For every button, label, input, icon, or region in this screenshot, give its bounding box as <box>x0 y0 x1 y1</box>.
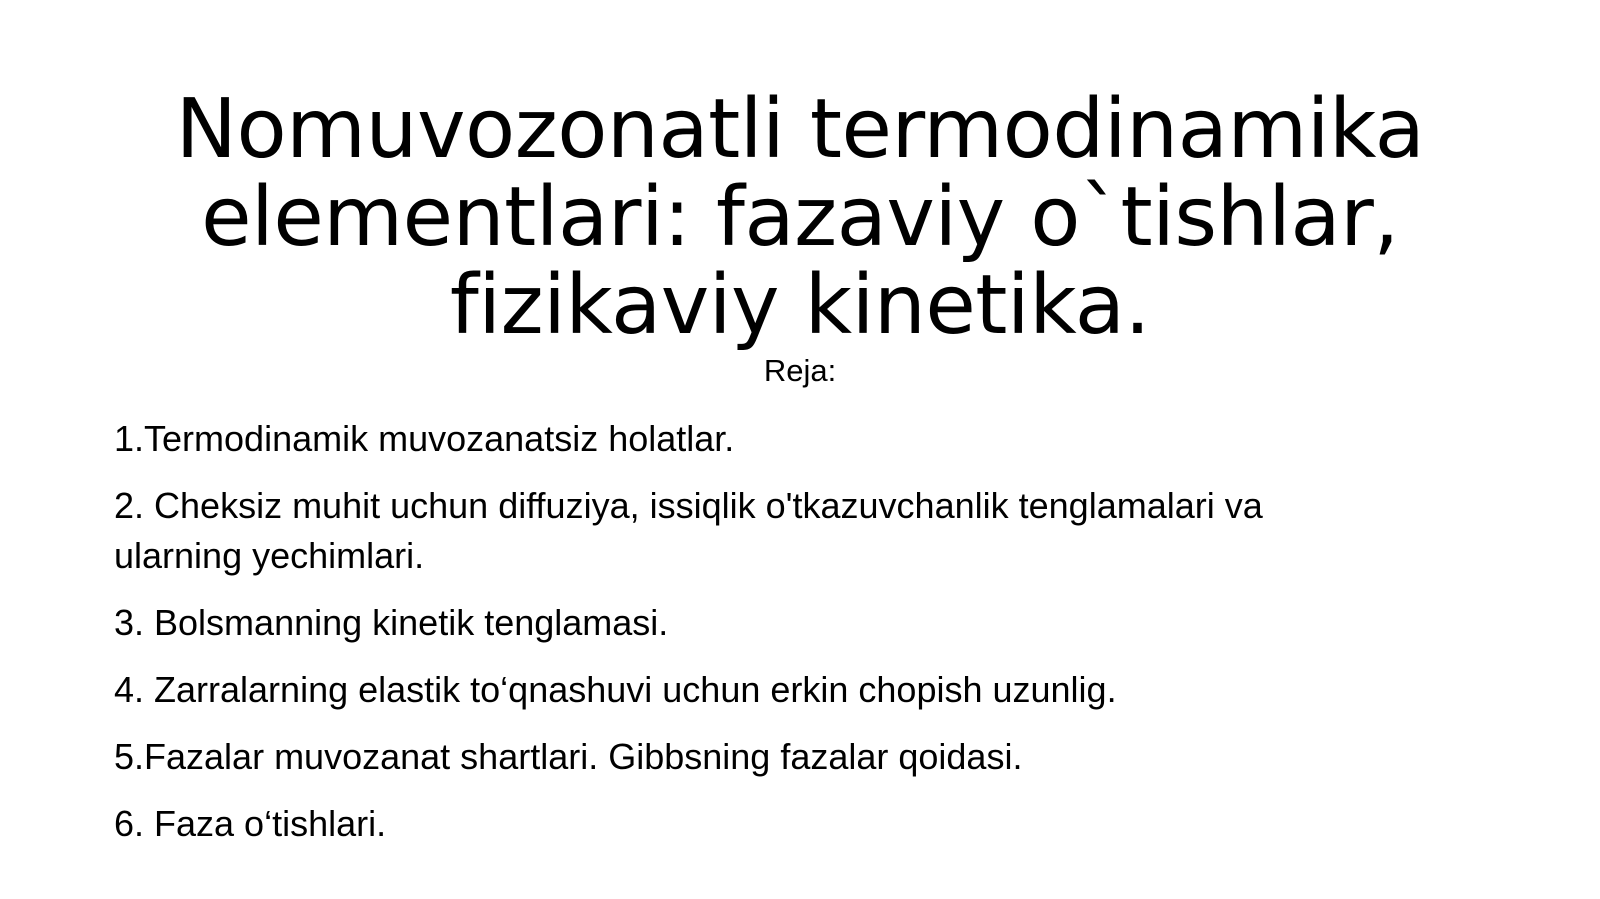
plan-heading: Reja: <box>763 353 837 388</box>
plan-item: 1.Termodinamik muvozanatsiz holatlar. <box>114 418 735 459</box>
plan-item: 2. Cheksiz muhit uchun diffuziya, issiqlik o'tkazuvchanlik tenglamalari va ularning yechimlari. <box>114 485 1263 576</box>
plan-item: 5.Fazalar muvozanat shartlari. Gibbsning fazalar qoidasi. <box>114 736 1023 777</box>
slide-title-line: elementlari: fazaviy o`tishlar, <box>201 170 1399 265</box>
slide-title-line: Nomuvozonatli termodinamika <box>175 82 1425 177</box>
slide-title-line: fizikaviy kinetika. <box>449 258 1151 353</box>
plan-item: 4. Zarralarning elastik to‘qnashuvi uchun erkin chopish uzunlig. <box>114 669 1117 710</box>
plan-item: 6. Faza o‘tishlari. <box>114 803 387 844</box>
plan-list <box>114 414 1374 866</box>
slide-title <box>60 82 1540 353</box>
plan-item: 3. Bolsmanning kinetik tenglamasi. <box>114 602 669 643</box>
